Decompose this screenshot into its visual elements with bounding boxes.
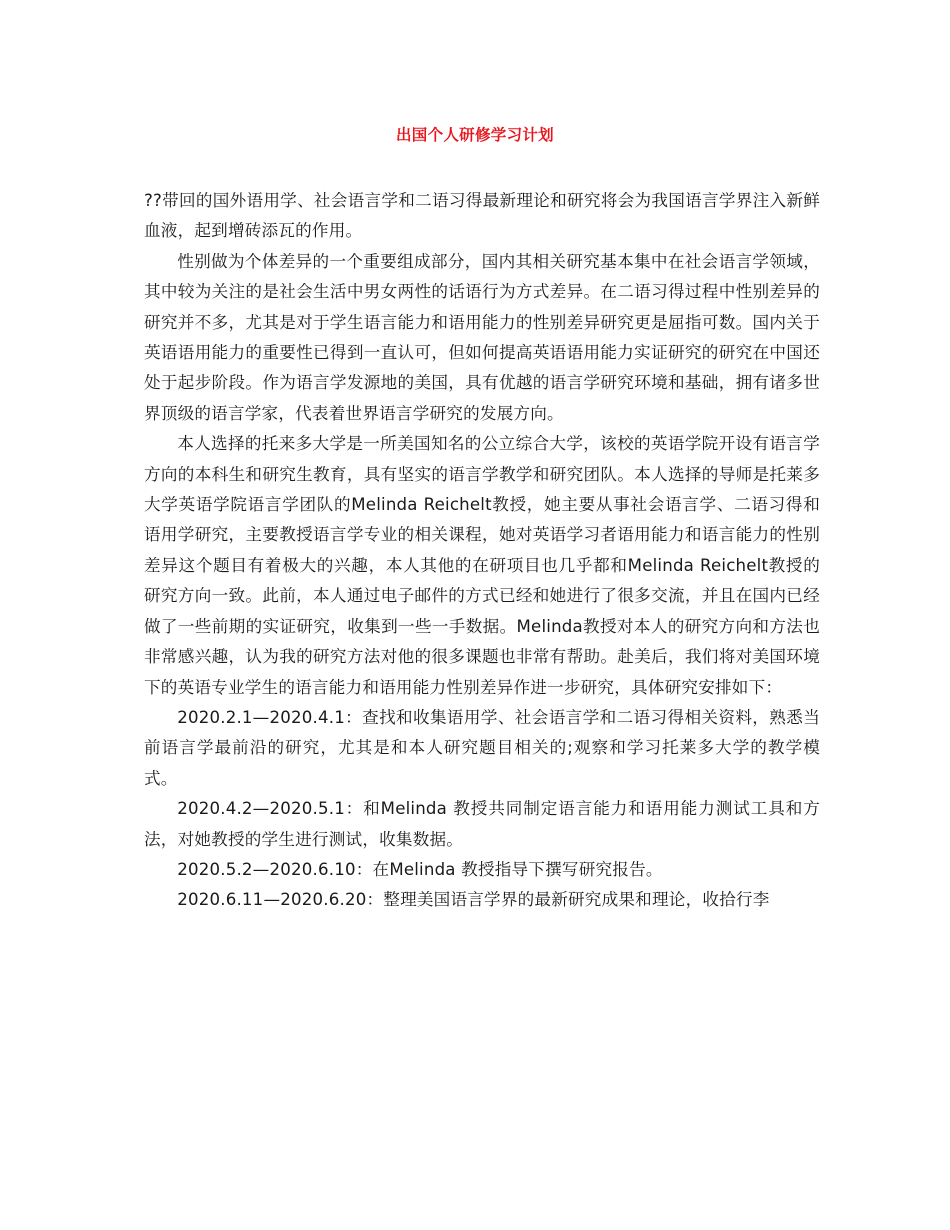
schedule-item-2: 2020.4.2—2020.5.1：和Melinda 教授共同制定语言能力和语用能力测试工具和方法，对她教授的学生进行测试，收集数据。 — [144, 799, 820, 849]
schedule-item-4: 2020.6.11—2020.6.20：整理美国语言学界的最新研究成果和理论，收拾行李 — [177, 890, 770, 910]
schedule-item-1: 2020.2.1—2020.4.1：查找和收集语用学、社会语言学和二语习得相关资料，熟悉当前语言学最前沿的研究，尤其是和本人研究题目相关的;观察和学习托莱多大学的教学模式。 — [144, 707, 820, 788]
paragraph-2: 性别做为个体差异的一个重要组成部分，国内其相关研究基本集中在社会语言学领域，其中较为关注的是社会生活中男女两性的话语行为方式差异。在二语习得过程中性别差异的研究并不多，尤其是对于学生语言能力和语用能力的性别差异研究更是屈指可数。国内关于英语语用能力的重要性已得到一直认可，但如何提高英语语用能力实证研究的研究在中国还处于起步阶段。作为语言学发源地的美国，具有优越的语言学研究环境和基础，拥有诸多世界顶级的语言学家，代表着世界语言学研究的发展方向。 — [144, 251, 820, 423]
document-title: 出国个人研修学习计划 — [395, 126, 554, 144]
document-body — [144, 186, 820, 916]
paragraph-3: 本人选择的托来多大学是一所美国知名的公立综合大学，该校的英语学院开设有语言学方向的本科生和研究生教育，具有坚实的语言学教学和研究团队。本人选择的导师是托莱多大学英语学院语言学团队的Melinda Reichelt教授，她主要从事社会语言学、二语习得和语用学研究，主要教授语言学专业的相关课程，她对英语学习者语用能力和语言能力的性别差异这个题目有着极大的兴趣，本人其他的在研项目也几乎都和Melinda Reichelt教授的研究方向一致。此前，本人通过电子邮件的方式已经和她进行了很多交流，并且在国内已经做了一些前期的实证研究，收集到一些一手数据。Melinda教授对本人的研究方向和方法也非常感兴趣，认为我的研究方法对他的很多课题也非常有帮助。赴美后，我们将对美国环境下的英语专业学生的语言能力和语用能力性别差异作进一步研究，具体研究安排如下： — [144, 434, 820, 697]
schedule-item-3: 2020.5.2—2020.6.10：在Melinda 教授指导下撰写研究报告。 — [177, 859, 663, 879]
paragraph-1: ??带回的国外语用学、社会语言学和二语习得最新理论和研究将会为我国语言学界注入新鲜血液，起到增砖添瓦的作用。 — [144, 191, 820, 241]
